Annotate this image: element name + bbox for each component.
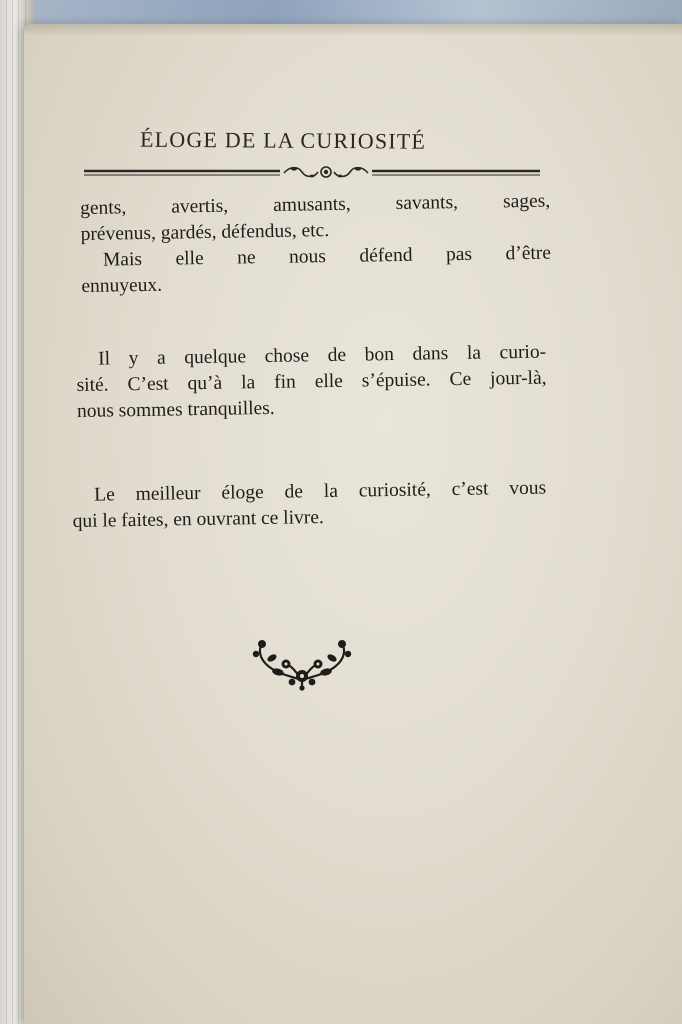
text-line: prévenus, gardés, défendus, etc.: [80, 220, 330, 245]
text-line: sité. C’est qu’à la fin elle s’épuise. Ce jour-là,: [76, 367, 547, 396]
text-line: Le meilleur éloge de la curiosité, c’est vous: [94, 477, 547, 506]
paragraph-1: [80, 189, 552, 300]
text-line: gents, avertis, amusants, savants, sages,: [80, 190, 551, 219]
text-line: Il y a quelque chose de bon dans la curio-: [98, 341, 547, 370]
floral-fleuron-icon: [246, 636, 358, 692]
running-head: ÉLOGE DE LA CURIOSITÉ: [139, 126, 427, 154]
paragraph-2: [76, 340, 547, 425]
text-line: ennuyeux.: [81, 274, 163, 297]
floral-rule-icon: [84, 160, 540, 184]
text-line: qui le faites, en ouvrant ce livre.: [72, 507, 324, 532]
text-line: nous sommes tranquilles.: [76, 397, 275, 422]
text-line: Mais elle ne nous défend pas d’être: [102, 242, 552, 271]
paragraph-3: [72, 476, 547, 535]
